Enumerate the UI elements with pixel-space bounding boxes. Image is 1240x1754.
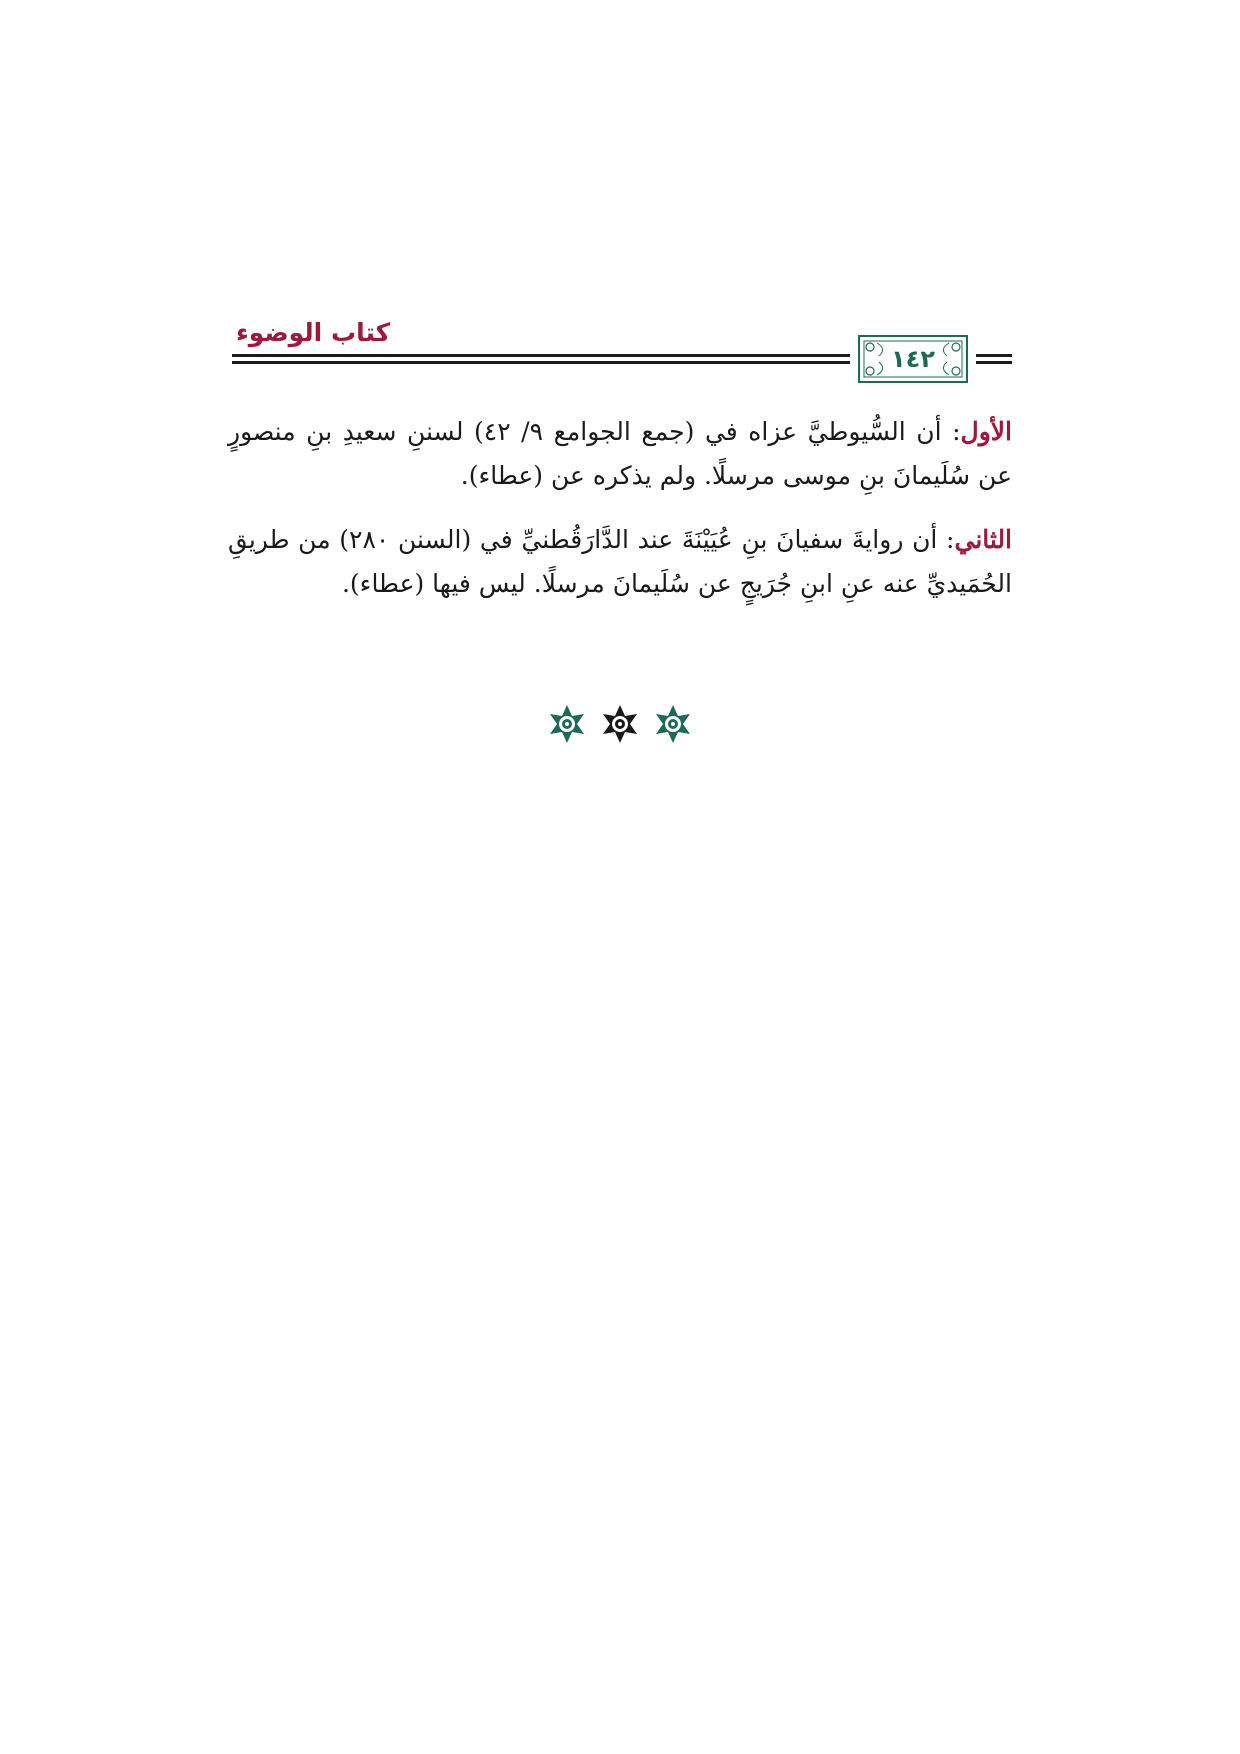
header-rule xyxy=(976,361,1012,364)
header-rule xyxy=(232,354,850,357)
page-number: ١٤٢ xyxy=(891,345,935,373)
paragraph-lead: الثاني xyxy=(954,525,1013,554)
paragraph-lead: الأول xyxy=(960,417,1012,446)
flower-ornament-icon xyxy=(653,704,693,744)
paragraph-text: : أن السُّيوطيَّ عزاه في (جمع الجوامع ٩/ ٤٢) لسننِ سعيدِ بنِ منصورٍ عن سُلَيمانَ بنِ موسى مرسلًا. ولم يذكره عن (عطاء). xyxy=(228,417,1012,490)
header-rule xyxy=(232,361,850,364)
book-title: كتاب الوضوء xyxy=(236,318,391,347)
page-body xyxy=(228,410,1012,626)
paragraph xyxy=(228,410,1012,498)
flower-ornament-icon xyxy=(600,704,640,744)
page-number-badge xyxy=(857,334,969,384)
header-rule xyxy=(976,354,1012,357)
flower-ornament-icon xyxy=(547,704,587,744)
paragraph-text: : أن روايةَ سفيانَ بنِ عُيَيْنَةَ عند الدَّارَقُطنيِّ في (السنن ٢٨٠) من طريقِ الحُمَيديِّ عنه عنِ ابنِ جُرَيجٍ عن سُلَيمانَ مرسلًا. ليس فيها (عطاء). xyxy=(228,525,1012,598)
running-header xyxy=(232,316,1012,388)
section-end-ornament xyxy=(0,704,1240,748)
paragraph xyxy=(228,518,1012,606)
